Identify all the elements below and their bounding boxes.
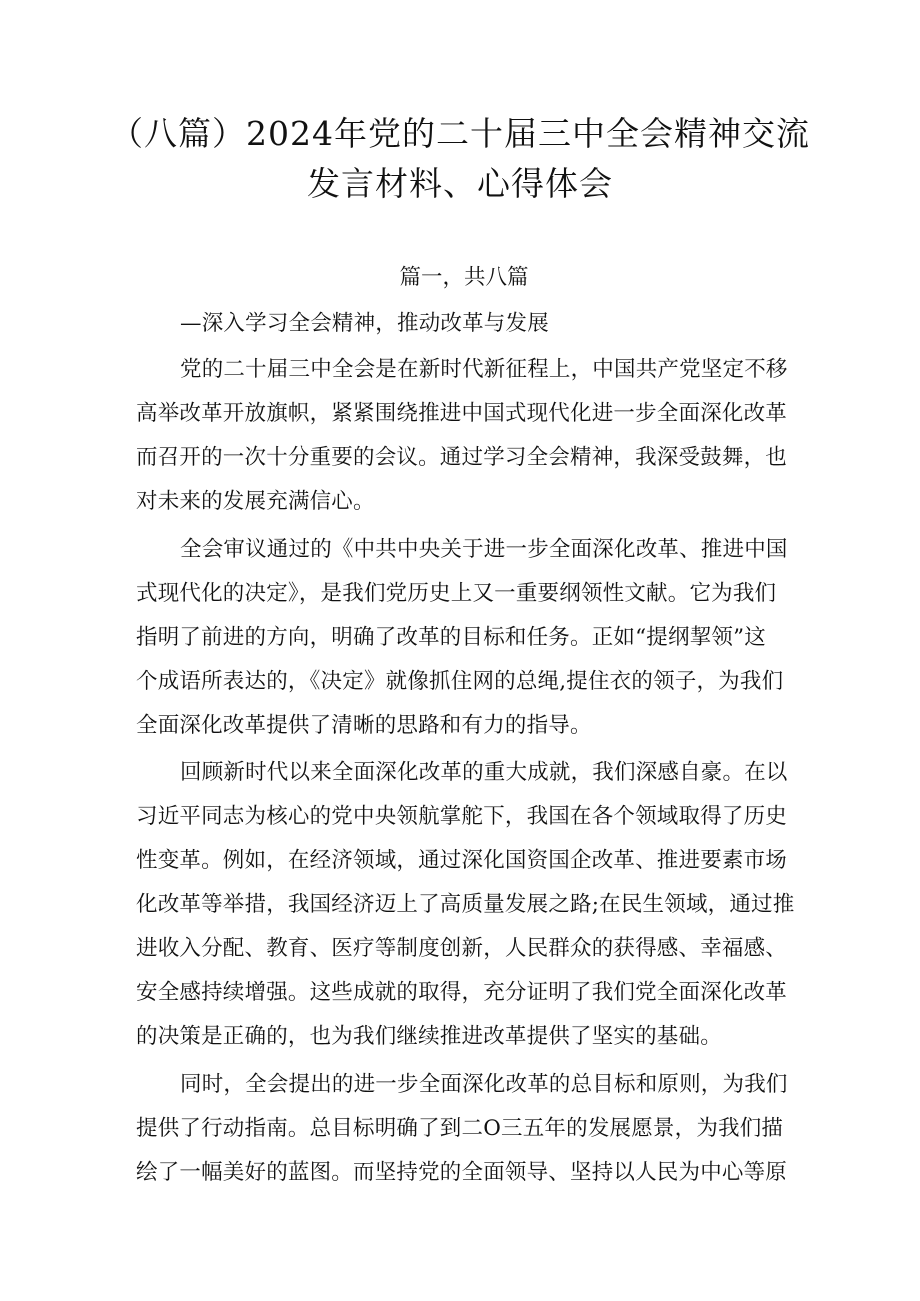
body-line: 的决策是正确的，也为我们继续推进改革提供了坚实的基础。 (136, 1024, 722, 1049)
body-line: 绘了一幅美好的蓝图。而坚持党的全面领导、坚持以人民为中心等原 (136, 1160, 788, 1185)
body-line: 党的二十届三中全会是在新时代新征程上，中国共产党坚定不移 (180, 357, 788, 382)
body-line: 高举改革开放旗帜，紧紧围绕推进中国式现代化进一步全面深化改革 (136, 401, 788, 426)
body-line: 同时，全会提出的进一步全面深化改革的总目标和原则，为我们 (180, 1072, 788, 1097)
body-line: 全面深化改革提供了清晰的思路和有力的指导。 (136, 713, 592, 738)
document-title-line-2: 发言材料、心得体会 (307, 164, 613, 203)
section-subtitle: —深入学习全会精神，推动改革与发展 (180, 311, 549, 336)
body-line: 而召开的一次十分重要的会议。通过学习全会精神，我深受鼓舞，也 (136, 445, 788, 470)
body-line: 安全感持续增强。这些成就的取得，充分证明了我们党全面深化改革 (136, 980, 788, 1005)
body-line: 对未来的发展充满信心。 (136, 489, 375, 514)
body-line: 全会审议通过的《中共中央关于进一步全面深化改革、推进中国 (180, 537, 788, 562)
body-line: 个成语所表达的，《决定》就像抓住网的总绳,提住衣的领子，为我们 (136, 669, 784, 694)
body-line: 提供了行动指南。总目标明确了到二O三五年的发展愿景，为我们描 (136, 1116, 784, 1141)
body-line: 习近平同志为核心的党中央领航掌舵下，我国在各个领域取得了历史 (136, 804, 788, 829)
section-heading: 篇一，共八篇 (399, 265, 529, 290)
body-line: 式现代化的决定》，是我们党历史上又一重要纲领性文献。它为我们 (136, 581, 777, 606)
body-line: 指明了前进的方向，明确了改革的目标和任务。正如“提纲挈领”这 (136, 625, 766, 650)
body-line: 进收入分配、教育、医疗等制度创新，人民群众的获得感、幸福感、 (136, 936, 788, 961)
body-line: 化改革等举措，我国经济迈上了高质量发展之路;在民生领域，通过推 (136, 892, 795, 917)
body-line: 回顾新时代以来全面深化改革的重大成就，我们深感自豪。在以 (180, 760, 788, 785)
body-line: 性变革。例如，在经济领域，通过深化国资国企改革、推进要素市场 (136, 848, 788, 873)
document-title-line-1: （八篇）2024年党的二十届三中全会精神交流 (110, 114, 810, 153)
